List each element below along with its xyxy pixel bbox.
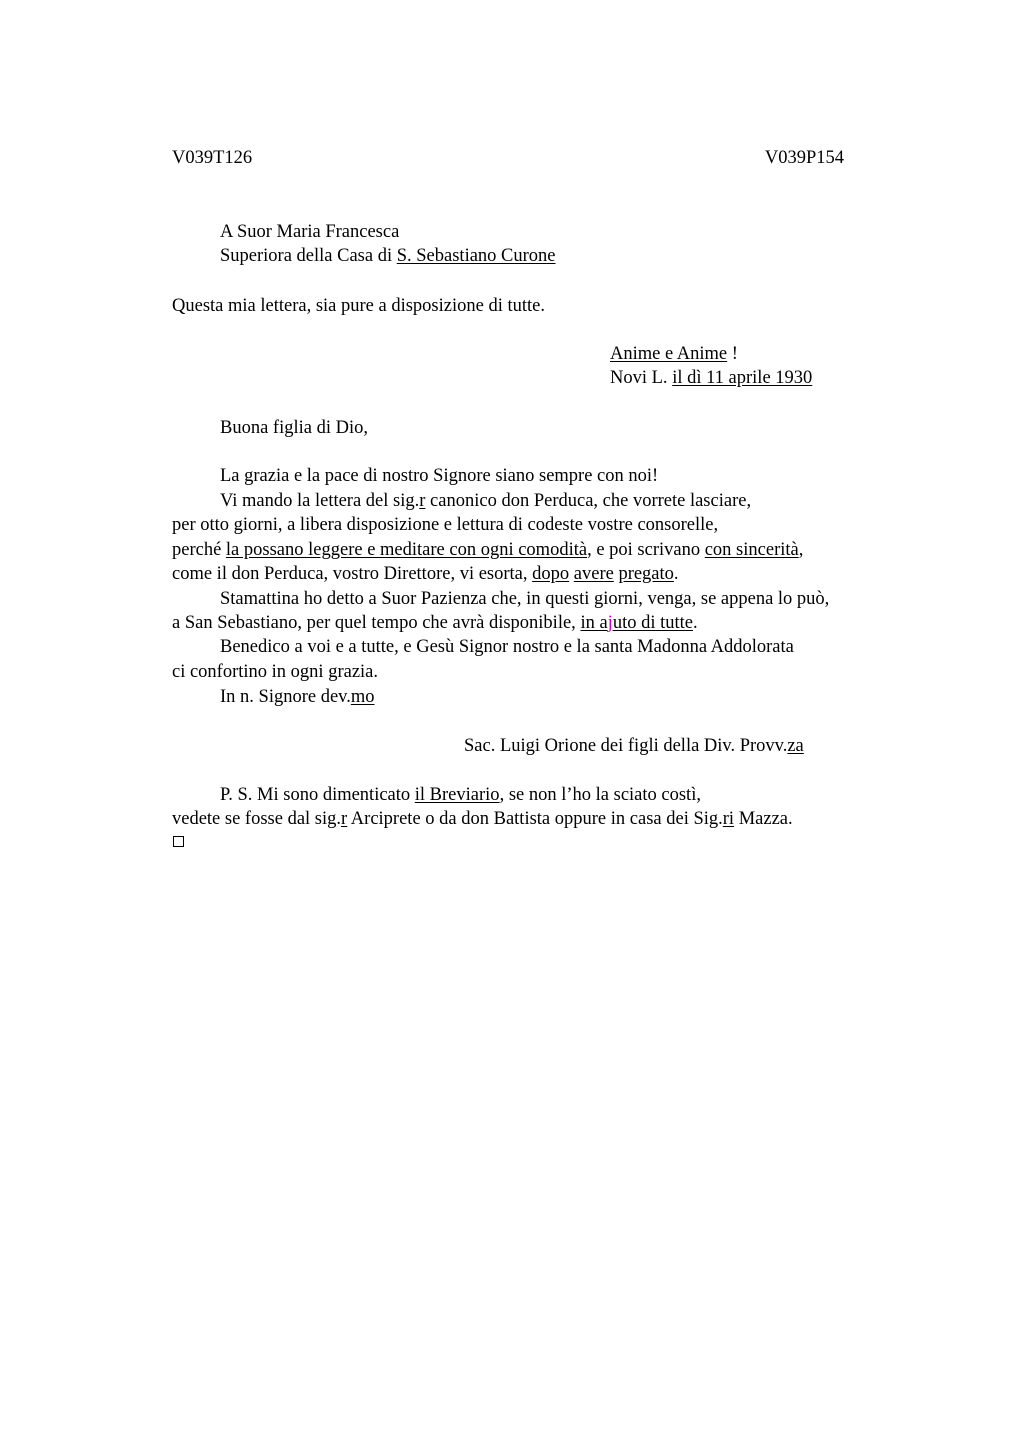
dateline-date: il dì 11 aprile 1930 (672, 368, 813, 388)
seg: perché (172, 540, 226, 560)
seg: , (798, 540, 804, 560)
underlined-word: pregato (618, 564, 674, 584)
seg: , se non l’ho la sciato costì, (499, 785, 701, 805)
dateline (610, 366, 812, 390)
end-mark-square (173, 836, 184, 847)
abbrev-sup: r (419, 491, 426, 511)
seg: In n. Signore dev. (220, 687, 351, 707)
underlined-phrase: con sincerità (704, 540, 799, 560)
abbrev-sup: ri (722, 809, 735, 829)
body-line-4 (172, 538, 803, 562)
ps-line-2 (172, 807, 793, 831)
seg: P. S. Mi sono dimenticato (220, 785, 415, 805)
body-line-3: per otto giorni, a libera disposizione e lettura di codeste vostre consorelle, (172, 515, 719, 535)
body-line-10 (220, 685, 375, 709)
body-line-7 (172, 611, 698, 635)
signature-text: Sac. Luigi Orione dei figli della Div. Provv. (464, 736, 788, 756)
seg: Mazza. (734, 809, 793, 829)
seg: Vi mando la lettera del sig. (220, 491, 420, 511)
note-line: Questa mia lettera, sia pure a disposizione di tutte. (172, 296, 545, 316)
signature-abbrev: za (787, 736, 804, 756)
seg: vedete se fosse dal sig. (172, 809, 342, 829)
motto-text: Anime e Anime (610, 344, 728, 364)
seg: a San Sebastiano, per quel tempo che avrà disponibile, (172, 613, 581, 633)
underlined-phrase: la possano leggere e meditare con ogni comodità (225, 540, 588, 560)
ps-line-1 (220, 783, 701, 807)
dateline-prefix: Novi L. (610, 368, 673, 388)
body-line-5 (172, 562, 679, 586)
body-line-1: La grazia e la pace di nostro Signore siano sempre con noi! (220, 466, 659, 486)
body-line-6: Stamattina ho detto a Suor Pazienza che, in questi giorni, venga, se appena lo può, (220, 589, 830, 609)
abbrev-sup: mo (350, 687, 375, 707)
motto-line (610, 342, 738, 366)
body-line-8: Benedico a voi e a tutte, e Gesù Signor nostro e la santa Madonna Addolorata (220, 637, 794, 657)
abbrev-sup: r (341, 809, 348, 829)
address-line-2 (220, 244, 556, 268)
seg: . (692, 613, 698, 633)
seg: uto di tutte (612, 613, 693, 633)
seg: in a (580, 613, 608, 633)
address-prefix: Superiora della Casa di (220, 246, 397, 266)
seg: come il don Perduca, vostro Direttore, vi esorta, (172, 564, 533, 584)
seg: canonico don Perduca, che vorrete lasciare, (425, 491, 752, 511)
seg: Arciprete o da don Battista oppure in casa dei Sig. (347, 809, 723, 829)
address-place: S. Sebastiano Curone (396, 246, 556, 266)
seg: , e poi scrivano (587, 540, 705, 560)
header-right-code: V039P154 (764, 148, 844, 168)
underlined-word: dopo (532, 564, 570, 584)
highlighted-letter: j (607, 613, 613, 633)
body-line-9: ci confortino in ogni grazia. (172, 662, 379, 682)
motto-suffix: ! (727, 344, 738, 364)
underlined-phrase (580, 613, 693, 633)
body-line-2 (220, 489, 751, 513)
greeting: Buona figlia di Dio, (220, 418, 368, 438)
signature (464, 734, 804, 758)
header-left-code: V039T126 (172, 148, 253, 168)
address-line-1: A Suor Maria Francesca (220, 222, 400, 242)
seg: . (673, 564, 679, 584)
underlined-phrase: il Breviario (414, 785, 500, 805)
underlined-word: avere (573, 564, 614, 584)
